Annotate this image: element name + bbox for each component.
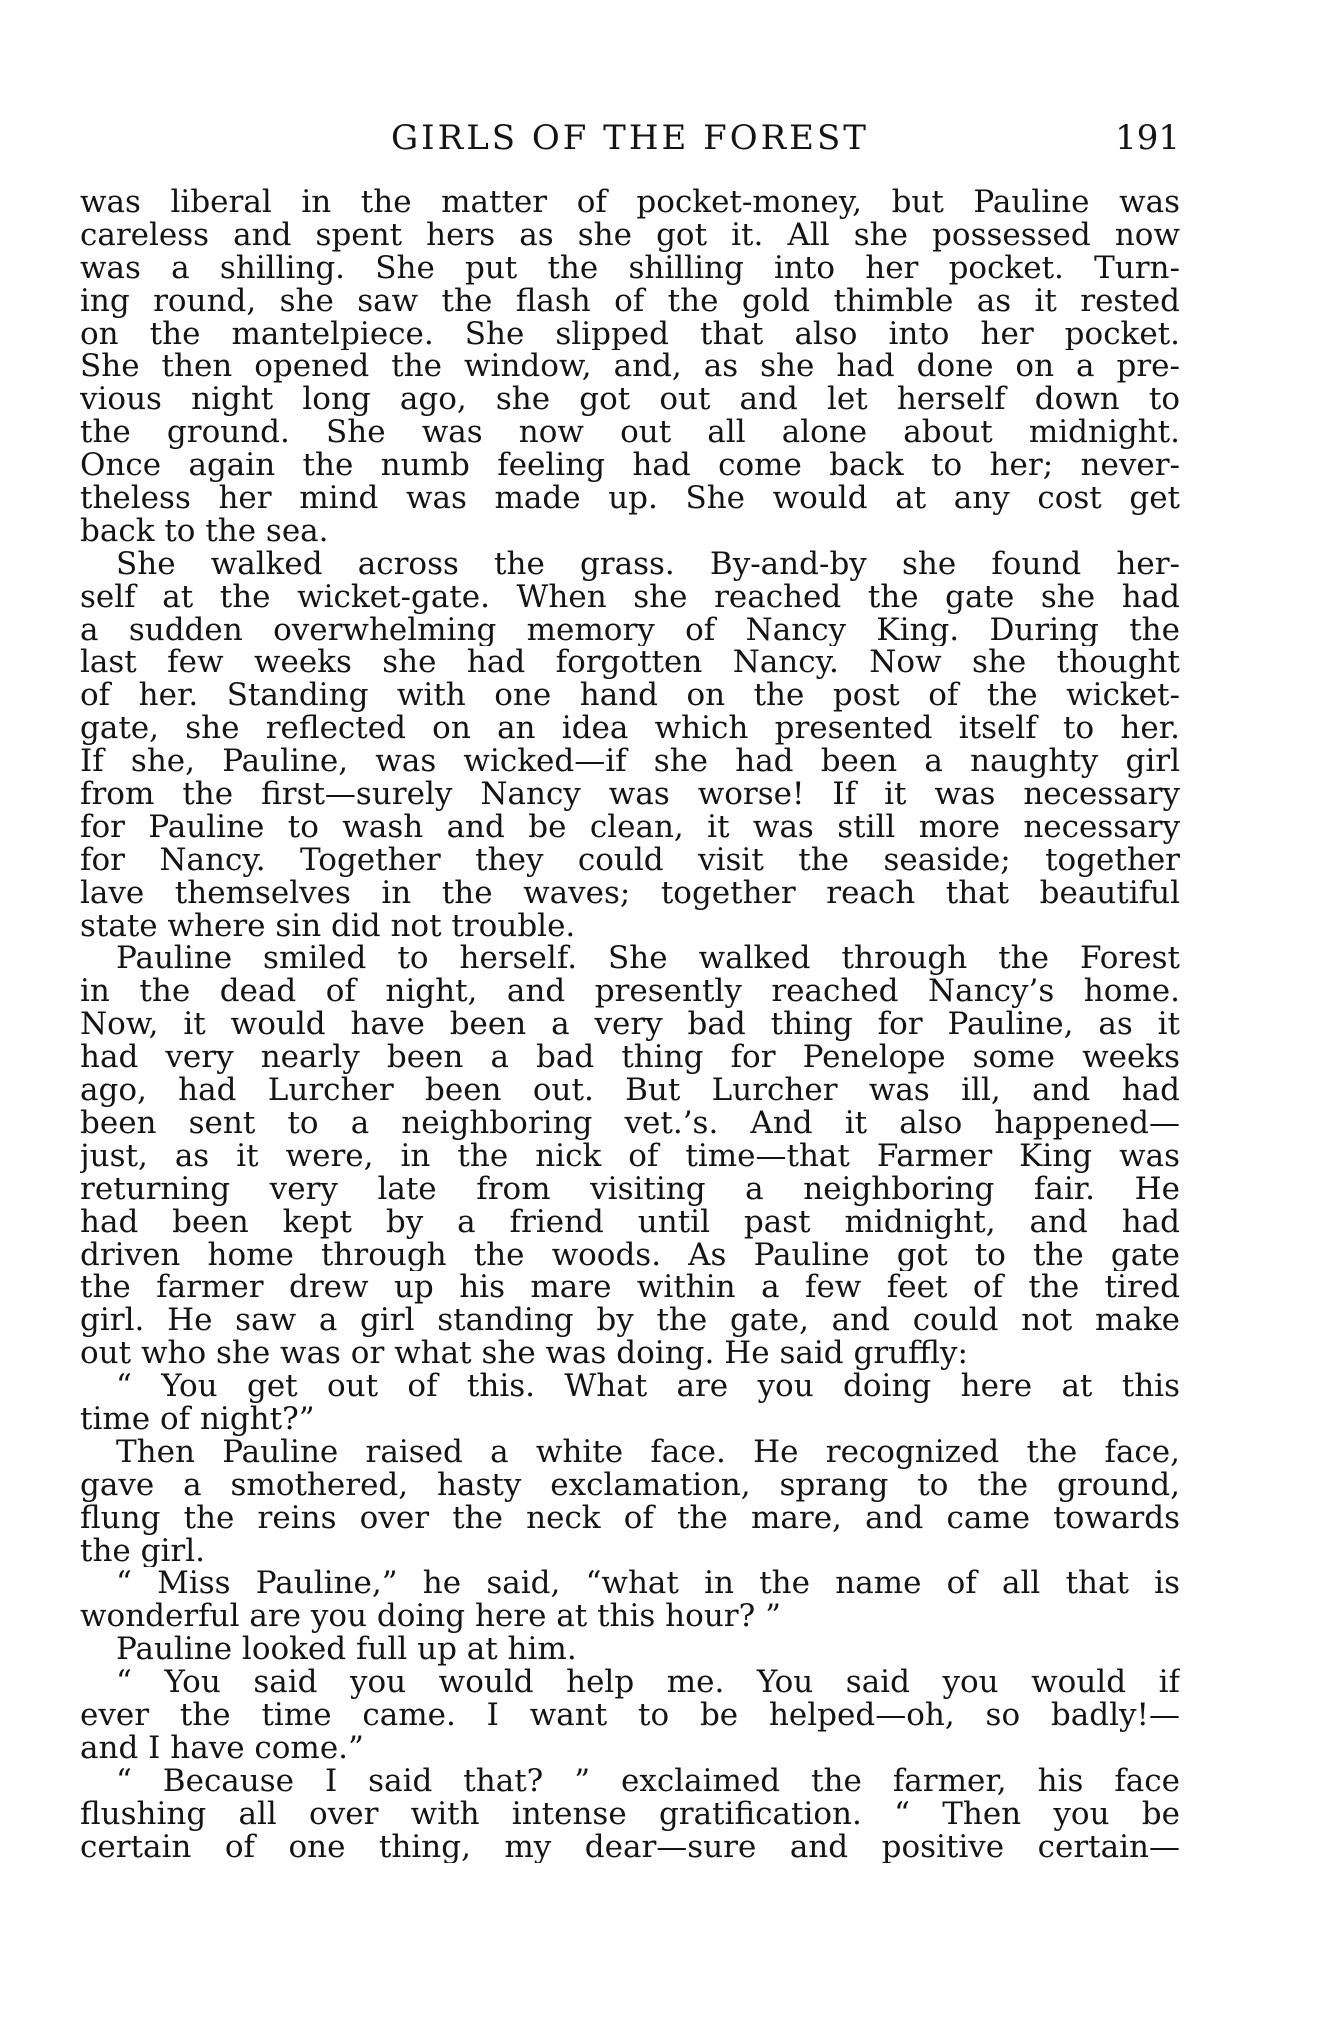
- text-line: a sudden overwhelming memory of Nancy King. During the: [80, 613, 1180, 647]
- text-line: driven home through the woods. As Pauline got to the gate: [80, 1238, 1180, 1272]
- text-line: out who she was or what she was doing. He said gruffly:: [80, 1337, 968, 1371]
- text-line: If she, Pauline, was wicked—if she had been a naughty girl: [80, 745, 1180, 779]
- text-line: Once again the numb feeling had come back to her; never-: [80, 449, 1180, 483]
- text-line: from the first—surely Nancy was worse! If it was necessary: [80, 778, 1180, 811]
- text-line: “ You get out of this. What are you doing here at this: [116, 1370, 1180, 1403]
- text-line: girl. He saw a girl standing by the gate, and could not make: [80, 1304, 1180, 1338]
- text-line: Then Pauline raised a white face. He recognized the face,: [116, 1435, 1180, 1469]
- text-line: She walked across the grass. By-and-by she found her-: [116, 547, 1180, 581]
- text-line: flung the reins over the neck of the mare, and came towards: [80, 1501, 1180, 1535]
- text-line: the girl.: [80, 1534, 205, 1568]
- text-line: ing round, she saw the flash of the gold thimble as it rested: [80, 284, 1180, 318]
- text-line: Pauline smiled to herself. She walked through the Forest: [116, 942, 1180, 976]
- text-line: in the dead of night, and presently reached Nancy’s home.: [80, 975, 1180, 1009]
- text-line: ago, had Lurcher been out. But Lurcher was ill, and had: [80, 1074, 1180, 1107]
- text-line: and I have come.”: [80, 1731, 364, 1765]
- text-line: theless her mind was made up. She would at any cost get: [80, 482, 1180, 515]
- running-title: GIRLS OF THE FOREST: [391, 118, 869, 158]
- text-line: returning very late from visiting a neighboring fair. He: [80, 1172, 1180, 1206]
- text-line: careless and spent hers as she got it. All she possessed now: [80, 218, 1180, 252]
- text-line: state where sin did not trouble.: [80, 909, 576, 943]
- text-line: had been kept by a friend until past midnight, and had: [80, 1205, 1180, 1239]
- text-line: gate, she reflected on an idea which presented itself to her.: [80, 712, 1180, 746]
- text-line: certain of one thing, my dear—sure and positive certain—: [80, 1830, 1180, 1864]
- text-line: been sent to a neighboring vet.’s. And it also happened—: [80, 1106, 1180, 1140]
- text-line: ever the time came. I want to be helped—oh, so badly!—: [80, 1698, 1180, 1732]
- text-line: the ground. She was now out all alone about midnight.: [80, 416, 1180, 450]
- page-number: 191: [1115, 118, 1180, 158]
- text-line: vious night long ago, she got out and let herself down to: [80, 383, 1180, 417]
- text-line: gave a smothered, hasty exclamation, sprang to the ground,: [80, 1468, 1180, 1502]
- text-line: of her. Standing with one hand on the post of the wicket-: [80, 679, 1180, 713]
- text-line: was liberal in the matter of pocket-money, but Pauline was: [80, 186, 1180, 219]
- body-text: [80, 186, 1180, 1863]
- text-line: on the mantelpiece. She slipped that also into her pocket.: [80, 317, 1180, 351]
- text-line: “ Miss Pauline,” he said, “what in the name of all that is: [116, 1567, 1180, 1601]
- text-line: had very nearly been a bad thing for Penelope some weeks: [80, 1041, 1180, 1075]
- running-head: [80, 116, 1180, 160]
- text-line: self at the wicket-gate. When she reached the gate she had: [80, 580, 1180, 614]
- text-line: flushing all over with intense gratification. “ Then you be: [80, 1797, 1180, 1831]
- text-line: time of night?”: [80, 1402, 315, 1436]
- text-line: wonderful are you doing here at this hour? ”: [80, 1600, 781, 1634]
- text-line: “ You said you would help me. You said you would if: [116, 1666, 1180, 1699]
- text-line: lave themselves in the waves; together reach that beautiful: [80, 876, 1180, 910]
- text-line: Pauline looked full up at him.: [116, 1633, 577, 1667]
- text-line: for Nancy. Together they could visit the seaside; together: [80, 843, 1180, 877]
- text-line: She then opened the window, and, as she had done on a pre-: [80, 350, 1180, 384]
- text-line: last few weeks she had forgotten Nancy. Now she thought: [80, 646, 1180, 680]
- text-line: “ Because I said that? ” exclaimed the farmer, his face: [116, 1764, 1180, 1798]
- text-line: just, as it were, in the nick of time—that Farmer King was: [80, 1139, 1180, 1173]
- text-line: the farmer drew up his mare within a few feet of the tired: [80, 1271, 1180, 1305]
- text-line: Now, it would have been a very bad thing for Pauline, as it: [80, 1008, 1180, 1042]
- text-line: was a shilling. She put the shilling into her pocket. Turn-: [80, 251, 1180, 285]
- text-line: for Pauline to wash and be clean, it was still more necessary: [80, 810, 1180, 844]
- text-line: back to the sea.: [80, 514, 329, 548]
